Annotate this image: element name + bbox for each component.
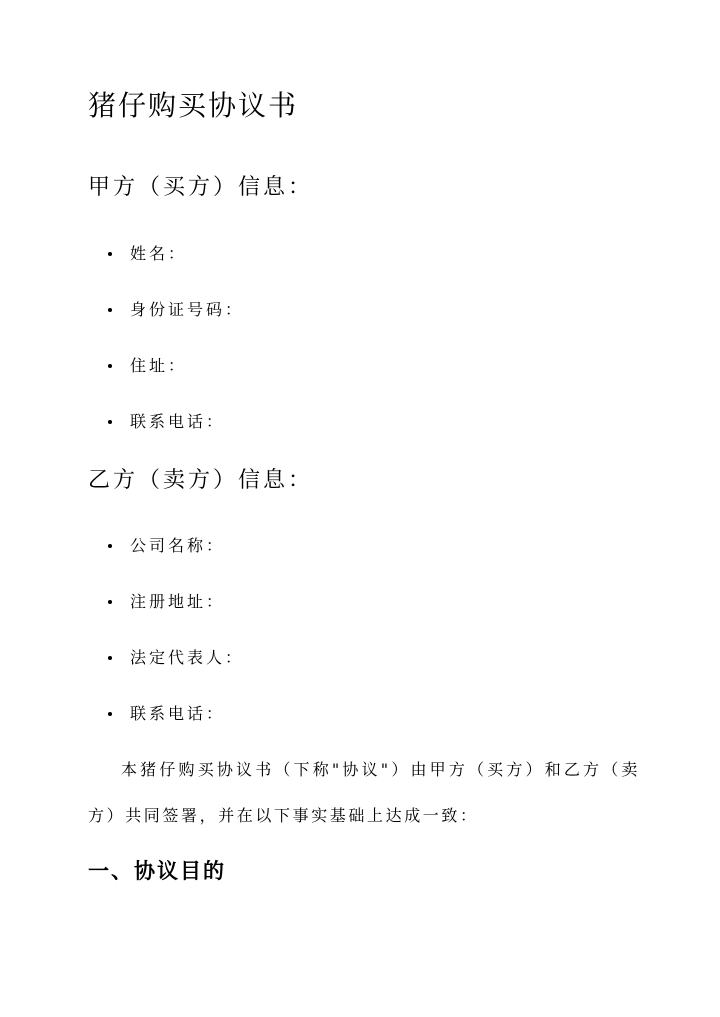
field-label: 联系电话： <box>130 704 226 723</box>
party-b-field-legal-rep <box>108 646 244 670</box>
section-1-heading: 一、协议目的 <box>88 858 226 883</box>
field-label: 联系电话： <box>130 412 226 431</box>
document-title: 猪仔购买协议书 <box>88 89 299 122</box>
party-b-field-company <box>108 534 225 558</box>
field-label: 法定代表人： <box>130 648 245 667</box>
field-label: 身份证号码： <box>130 300 245 319</box>
field-label: 姓名： <box>130 244 188 263</box>
bullet-icon <box>108 544 112 548</box>
party-a-field-id-number <box>108 298 244 322</box>
bullet-icon <box>108 364 112 368</box>
party-a-field-address <box>108 354 187 378</box>
bullet-icon <box>108 712 112 716</box>
intro-paragraph: 本猪仔购买协议书（下称"协议"）由甲方（买方）和乙方（卖方）共同签署，并在以下事实基础上达成一致： <box>88 760 640 825</box>
field-label: 注册地址： <box>130 592 226 611</box>
bullet-icon <box>108 308 112 312</box>
party-b-field-phone <box>108 702 225 726</box>
party-b-heading: 乙方（卖方）信息： <box>88 468 314 493</box>
party-a-heading: 甲方（买方）信息： <box>88 175 314 200</box>
party-a-field-phone <box>108 410 225 434</box>
field-label: 公司名称： <box>130 536 226 555</box>
bullet-icon <box>108 656 112 660</box>
bullet-icon <box>108 420 112 424</box>
field-label: 住址： <box>130 356 188 375</box>
bullet-icon <box>108 252 112 256</box>
party-b-field-address <box>108 590 225 614</box>
party-a-field-name <box>108 242 187 266</box>
bullet-icon <box>108 600 112 604</box>
